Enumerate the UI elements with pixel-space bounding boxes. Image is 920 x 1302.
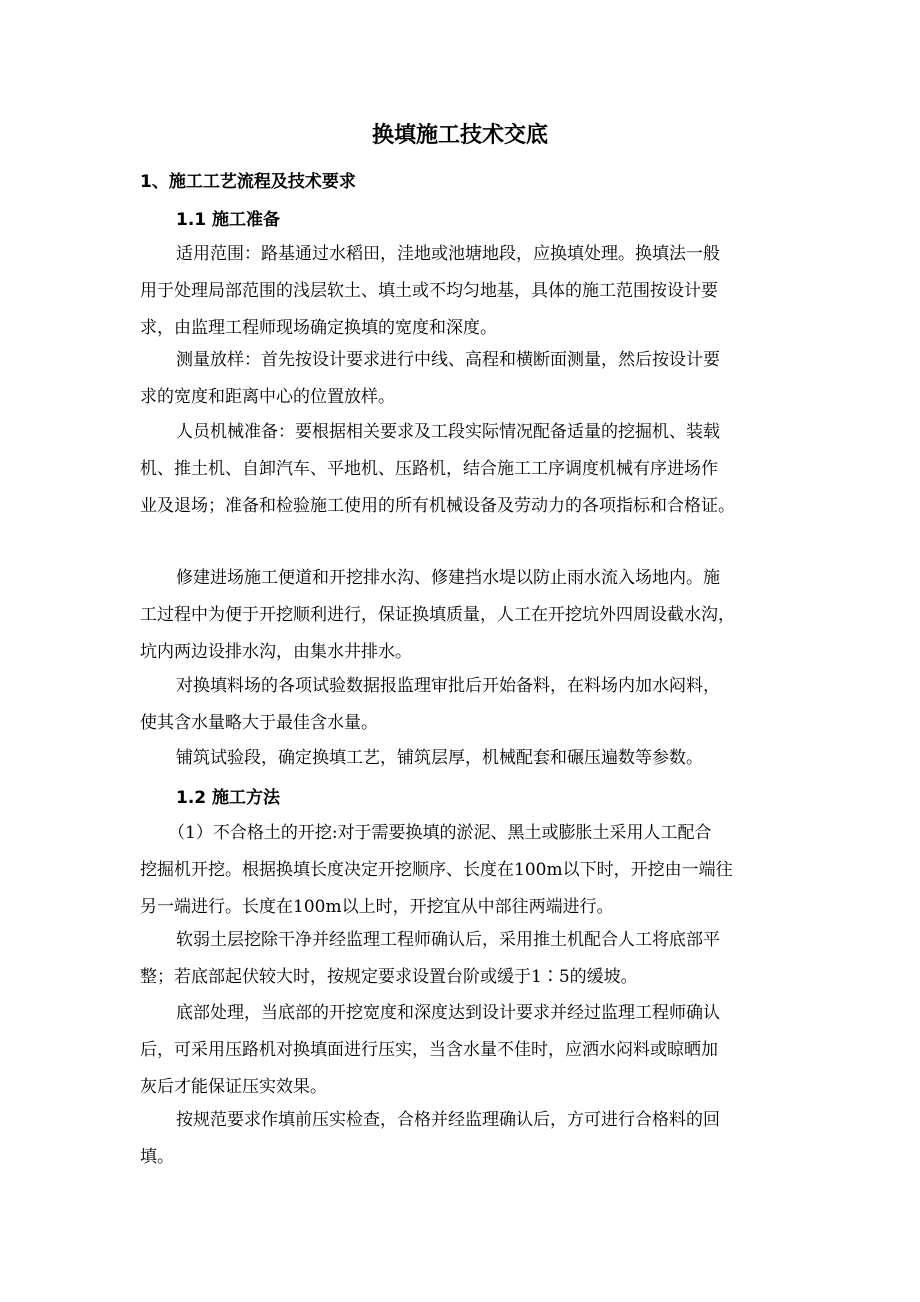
paragraph-line: 求的宽度和距离中心的位置放样。 xyxy=(140,387,395,407)
paragraph-line: （1）不合格土的开挖:对于需要换填的淤泥、黑土或膨胀土采用人工配合 xyxy=(168,823,712,843)
paragraph-line: 后，可采用压路机对换填面进行压实，当含水量不佳时，应洒水闷料或晾晒加 xyxy=(140,1040,718,1060)
paragraph-line: 底部处理，当底部的开挖宽度和深度达到设计要求并经过监理工程师确认 xyxy=(176,1003,720,1023)
paragraph-excavation xyxy=(140,815,780,926)
paragraph-access xyxy=(140,560,780,671)
paragraph-line: 修建进场施工便道和开挖排水沟、修建挡水堤以防止雨水流入场地内。施 xyxy=(176,568,720,588)
paragraph-trial xyxy=(140,740,780,777)
paragraph-survey xyxy=(140,342,780,416)
paragraph-line: 按规范要求作填前压实检查，合格并经监理确认后，方可进行合格料的回 xyxy=(176,1110,720,1130)
paragraph-line: 求，由监理工程师现场确定换填的宽度和深度。 xyxy=(140,318,497,338)
paragraph-soft-soil xyxy=(140,922,780,996)
paragraph-line: 对换填料场的各项试验数据报监理审批后开始备料，在料场内加水闷料， xyxy=(176,676,720,696)
paragraph-line: 用于处理局部范围的浅层软土、填土或不均匀地基，具体的施工范围按设计要 xyxy=(140,281,718,301)
paragraph-line: 机、推土机、自卸汽车、平地机、压路机，结合施工工序调度机械有序进场作 xyxy=(140,459,718,479)
paragraph-personnel xyxy=(140,414,780,525)
paragraph-line: 使其含水量略大于最佳含水量。 xyxy=(140,713,378,733)
paragraph-line: 业及退场；准备和检验施工使用的所有机械设备及劳动力的各项指标和合格证。 xyxy=(140,496,735,516)
paragraph-line: 灰后才能保证压实效果。 xyxy=(140,1077,327,1097)
paragraph-bottom-treatment xyxy=(140,995,780,1106)
paragraph-line: 坑内两边设排水沟，由集水井排水。 xyxy=(140,642,412,662)
paragraph-line: 另一端进行。长度在100m以上时，开挖宜从中部往两端进行。 xyxy=(140,897,614,917)
paragraph-line: 挖掘机开挖。根据换填长度决定开挖顺序、长度在100m以下时，开挖由一端往 xyxy=(140,860,733,880)
paragraph-line: 人员机械准备：要根据相关要求及工段实际情况配备适量的挖掘机、装载 xyxy=(176,422,720,442)
paragraph-line: 软弱土层挖除干净并经监理工程师确认后，采用推土机配合人工将底部平 xyxy=(176,930,720,950)
paragraph-line: 工过程中为便于开挖顺利进行，保证换填质量，人工在开挖坑外四周设截水沟， xyxy=(140,605,735,625)
paragraph-line: 测量放样：首先按设计要求进行中线、高程和横断面测量，然后按设计要 xyxy=(176,350,720,370)
subsection-heading-1-1: 1.1 施工准备 xyxy=(176,210,281,230)
paragraph-line: 适用范围：路基通过水稻田，洼地或池塘地段，应换填处理。换填法一般 xyxy=(176,244,720,264)
paragraph-line: 铺筑试验段，确定换填工艺，铺筑层厚，机械配套和碾压遍数等参数。 xyxy=(176,748,703,768)
section-heading-1: 1、施工工艺流程及技术要求 xyxy=(140,172,356,192)
subsection-heading-1-2: 1.2 施工方法 xyxy=(176,788,281,808)
paragraph-material xyxy=(140,668,780,742)
paragraph-line: 整；若底部起伏较大时，按规定要求设置台阶或缓于1∶5的缓坡。 xyxy=(140,967,638,987)
document-title: 换填施工技术交底 xyxy=(371,123,548,148)
paragraph-backfill xyxy=(140,1102,780,1176)
paragraph-line: 填。 xyxy=(140,1147,174,1167)
paragraph-scope xyxy=(140,236,780,347)
